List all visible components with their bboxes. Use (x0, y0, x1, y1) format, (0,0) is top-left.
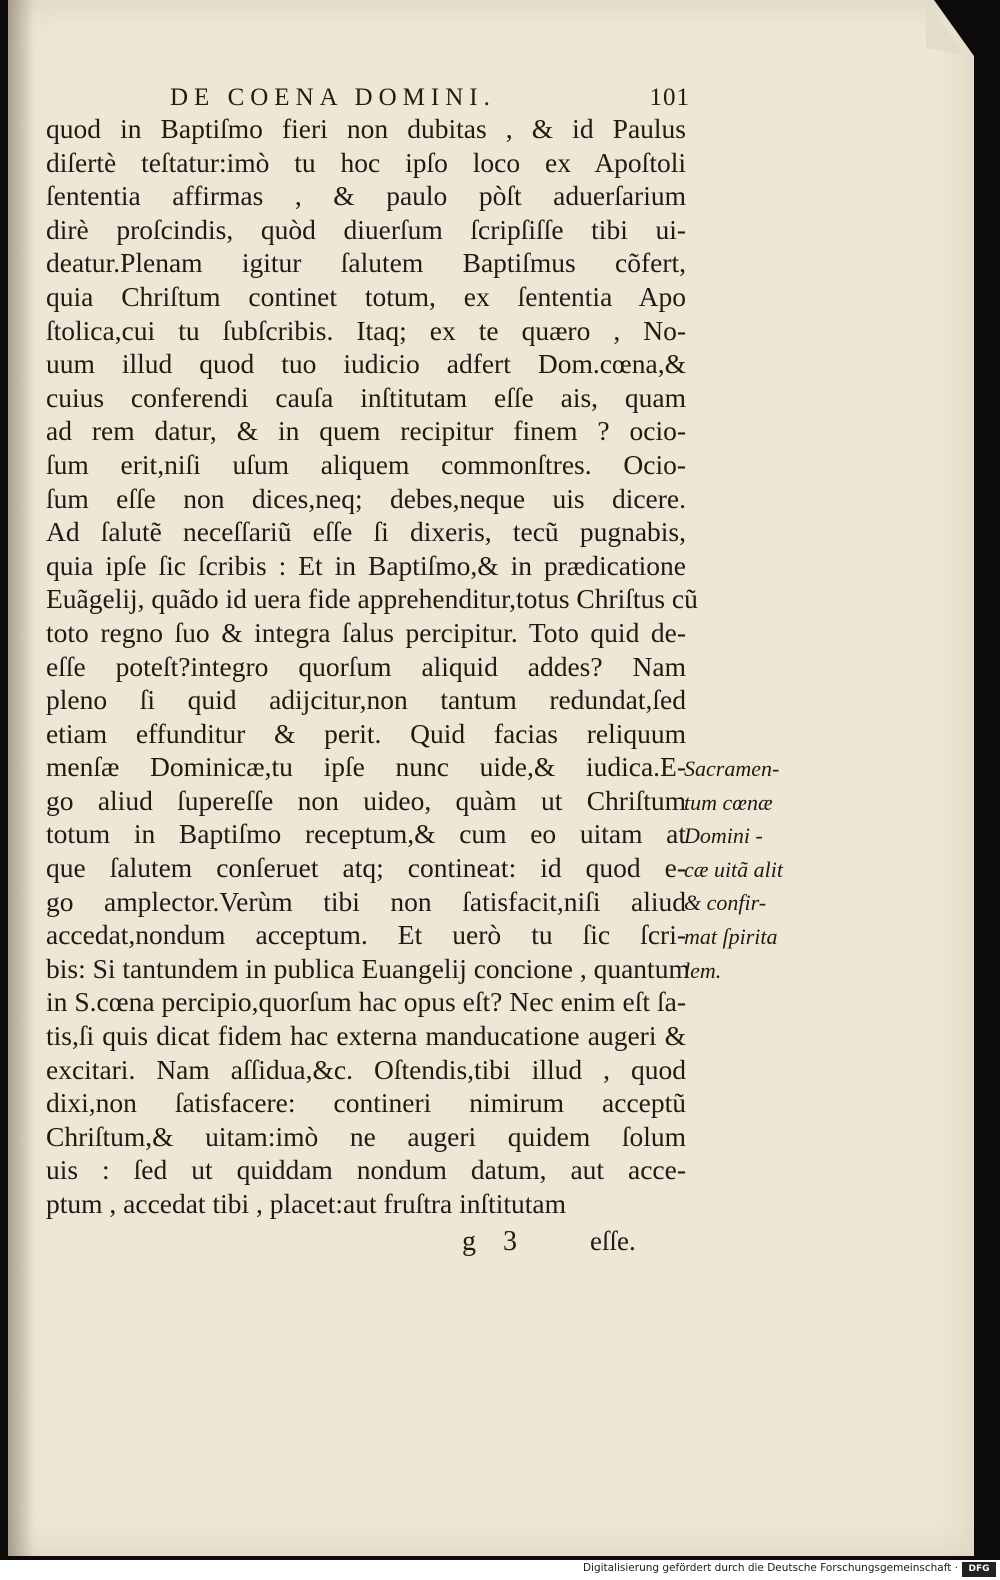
text-line: ſtolica,cui tu ſubſcribis. Itaq; ex te quæro , No- (46, 314, 686, 346)
text-line: totum in Baptiſmo receptum,& cum eo uitam at (46, 818, 686, 850)
text-line: quia ipſe ſic ſcribis : Et in Baptiſmo,& in prædicatione (46, 549, 686, 581)
text-line: ſum erit,niſi uſum aliquem commonſtres. Ocio- (46, 448, 686, 480)
text-line: uis : ſed ut quiddam nondum datum, aut acce- (46, 1154, 686, 1186)
text-line: ſententia affirmas , & paulo pòſt aduerſarium (46, 180, 686, 212)
marginal-note-line: Domini - (684, 823, 763, 849)
text-line: ſum eſſe non dices,neq; debes,neque uis dicere. (46, 482, 686, 514)
text-line: quod in Baptiſmo fieri non dubitas , & id Paulus (46, 113, 686, 144)
text-line: uum illud quod tuo iudicio adfert Dom.cœna,& (46, 348, 686, 380)
text-line: excitari. Nam aſſidua,&c. Oſtendis,tibi illud , quod (46, 1053, 686, 1085)
text-line: eſſe poteſt?integro quorſum aliquid addes? Nam (46, 650, 686, 682)
marginal-note-line: mat ſpirita (684, 923, 778, 949)
text-line: quia Chriſtum continet totum, ex ſententia Apo (46, 280, 686, 312)
text-line: go amplector.Verùm tibi non ſatisfacit,niſi aliud (46, 885, 686, 917)
page-number: 101 (649, 84, 690, 111)
text-line: bis: Si tantundem in publica Euangelij concione , quantum (46, 952, 690, 984)
text-line: ad rem datur, & in quem recipitur finem ? ocio- (46, 415, 686, 447)
text-line: Euãgelij, quãdo id uera fide apprehenditur,totus Chriſtus cũ (46, 583, 698, 615)
marginal-note-line: lem. (684, 957, 722, 983)
signature-mark: g 3 (462, 1226, 527, 1257)
text-line: dirè proſcindis, quòd diuerſum ſcripſiſſe tibi ui- (46, 213, 686, 245)
credit-text: Digitalisierung gefördert durch die Deutsche Forschungsgemeinschaft · (582, 1562, 958, 1574)
marginal-note-line: tum cœnæ (684, 789, 773, 815)
text-line: toto regno ſuo & integra ſalus percipitur. Toto quid de- (46, 616, 686, 648)
text-line: Chriſtum,& uitam:imò ne augeri quidem ſolum (46, 1120, 686, 1152)
catchword: eſſe. (590, 1226, 636, 1256)
main-text-block (46, 112, 698, 1221)
text-line: menſæ Dominicæ,tu ipſe nunc uide,& iudica.E- (46, 751, 686, 783)
credit-bar (0, 1560, 1000, 1580)
dfg-logo-icon: DFG (962, 1562, 996, 1577)
text-line: in S.cœna percipio,quorſum hac opus eſt? Nec enim eſt ſa- (46, 986, 686, 1018)
text-line: Ad ſalutẽ neceſſariũ eſſe ſi dixeris, tecũ pugnabis, (46, 516, 686, 548)
running-title: DE COENA DOMINI. (170, 84, 496, 111)
text-line: dixi,non ſatisfacere: contineri nimirum acceptũ (46, 1087, 686, 1119)
text-line: pleno ſi quid adijcitur,non tantum redundat,ſed (46, 684, 686, 716)
text-line: etiam effunditur & perit. Quid facias reliquum (46, 717, 686, 749)
text-line: ptum , accedat tibi , placet:aut fruſtra inſtitutam (46, 1188, 567, 1219)
text-line: go aliud ſupereſſe non uideo, quàm ut Chriſtum (46, 784, 686, 816)
text-line: tis,ſi quis dicat fidem hac externa manducatione augeri & (46, 1020, 686, 1052)
text-line: que ſalutem conſeruet atq; contineat: id quod e- (46, 852, 686, 884)
text-line: deatur.Plenam igitur ſalutem Baptiſmus cõfert, (46, 247, 686, 279)
marginal-note-line: Sacramen- (684, 756, 780, 781)
marginal-note-line: & confir- (684, 890, 767, 916)
page-gutter-shadow (8, 0, 34, 1556)
text-line: diſertè teſtatur:imò tu hoc ipſo loco ex Apoſtoli (46, 146, 686, 178)
marginal-note-line: cæ uitã alit (684, 856, 783, 882)
marginal-note (684, 752, 804, 987)
text-line: accedat,nondum acceptum. Et uerò tu ſic ſcri- (46, 919, 686, 951)
text-line: cuius conferendi cauſa inſtitutam eſſe ais, quam (46, 381, 686, 413)
